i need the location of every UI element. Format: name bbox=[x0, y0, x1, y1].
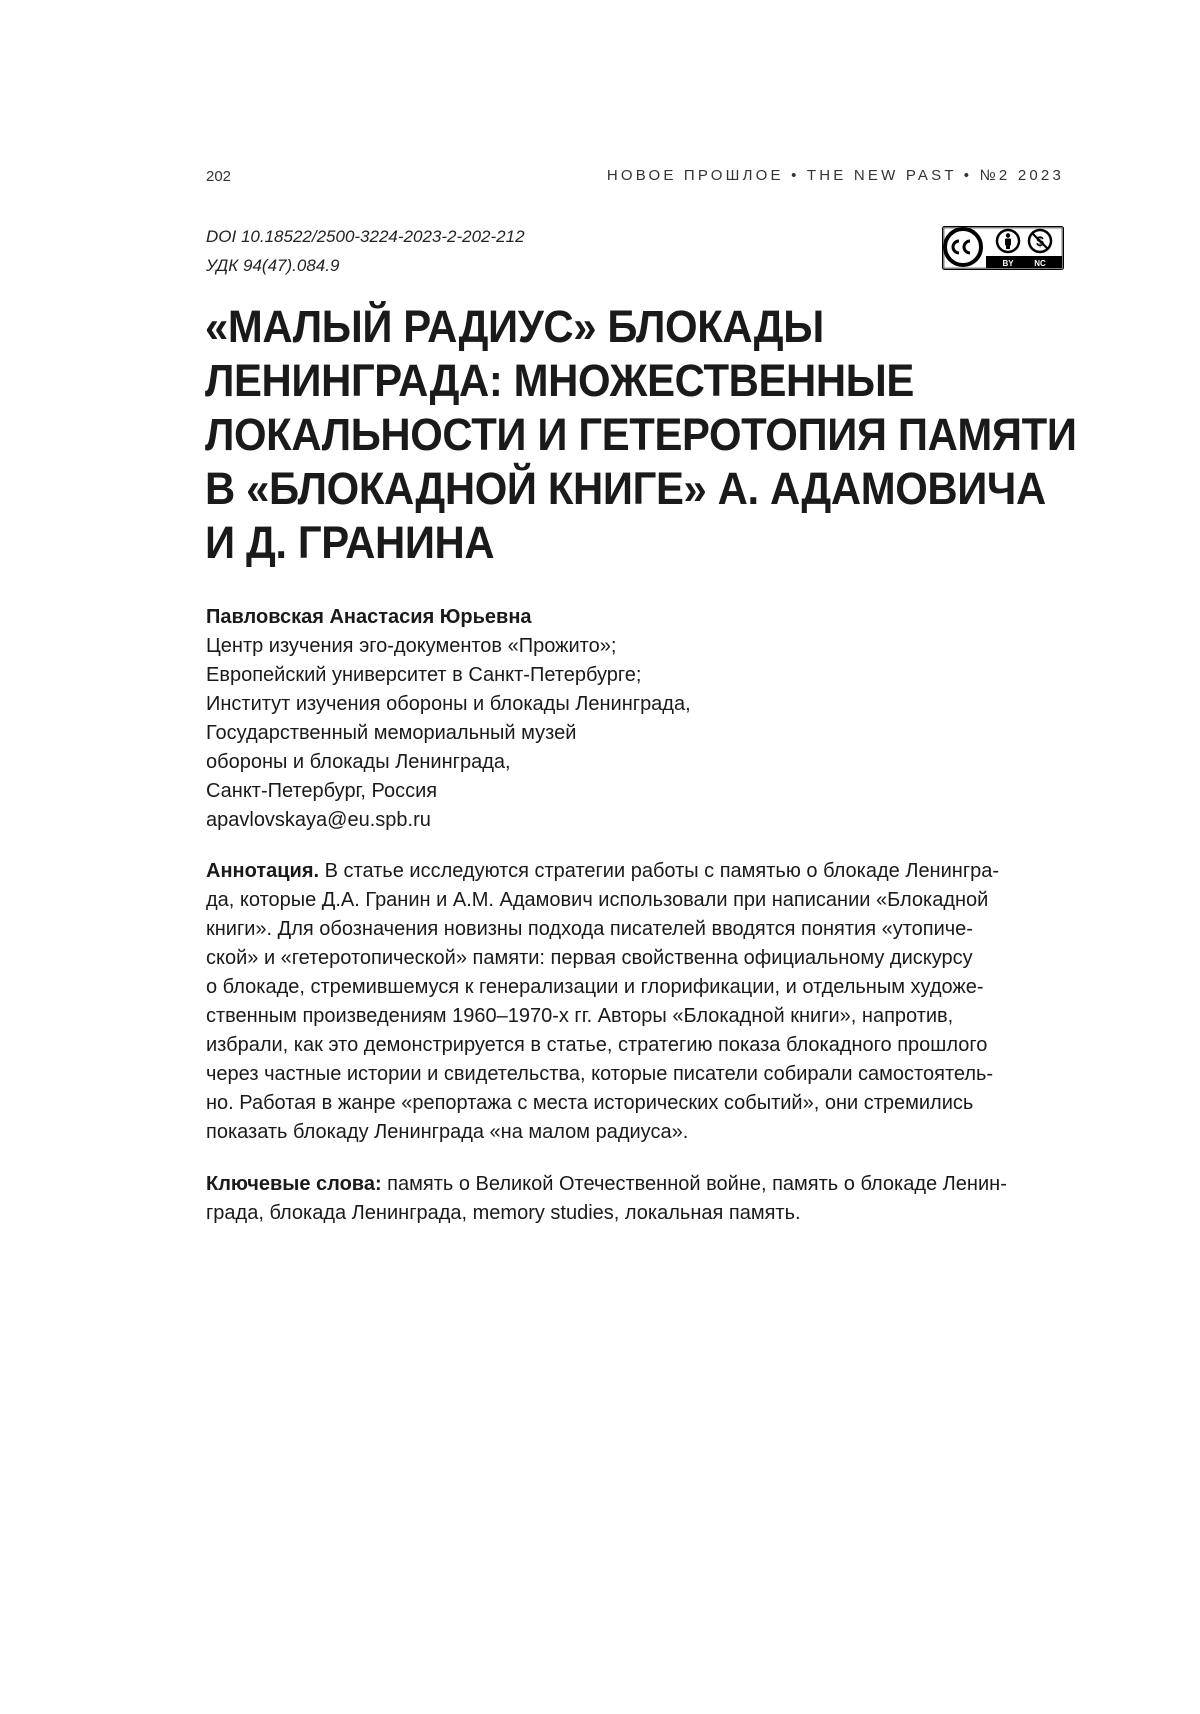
abstract-line: но. Работая в жанре «репортажа с места исторических событий», они стремились bbox=[206, 1089, 1066, 1118]
abstract-line: о блокаде, стремившемуся к генерализации и глорификации, и отдельным художе- bbox=[206, 973, 1066, 1002]
author-email: apavlovskaya@eu.spb.ru bbox=[206, 806, 691, 835]
abstract-label: Аннотация. bbox=[206, 860, 319, 882]
doi-block bbox=[206, 222, 525, 280]
keywords-line: града, блокада Ленинграда, memory studies, локальная память. bbox=[206, 1199, 1066, 1228]
keywords-text: память о Великой Отечественной войне, память о блокаде Ленин- bbox=[382, 1173, 1007, 1195]
title-line: «МАЛЫЙ РАДИУС» БЛОКАДЫ bbox=[205, 300, 1023, 354]
abstract-line: ственным произведениям 1960–1970-х гг. Авторы «Блокадной книги», напротив, bbox=[206, 1002, 1066, 1031]
cc-icon bbox=[945, 229, 981, 265]
abstract-line: через частные истории и свидетельства, которые писатели собирали самостоятель- bbox=[206, 1060, 1066, 1089]
title-line: ЛОКАЛЬНОСТИ И ГЕТЕРОТОПИЯ ПАМЯТИ bbox=[205, 408, 1023, 462]
affiliation-line: обороны и блокады Ленинграда, bbox=[206, 748, 691, 777]
title-line: В «БЛОКАДНОЙ КНИГЕ» А. АДАМОВИЧА bbox=[205, 462, 1023, 516]
title-line: И Д. ГРАНИНА bbox=[205, 516, 1023, 570]
affiliation-line: Институт изучения обороны и блокады Ленинграда, bbox=[206, 690, 691, 719]
affiliation-line: Европейский университет в Санкт-Петербурге; bbox=[206, 661, 691, 690]
abstract-line: книги». Для обозначения новизны подхода писателей вводятся понятия «утопиче- bbox=[206, 915, 1066, 944]
by-label: BY bbox=[1002, 259, 1014, 268]
affiliation-line: Санкт-Петербург, Россия bbox=[206, 777, 691, 806]
abstract-line: ской» и «гетеротопической» памяти: первая свойственна официальному дискурсу bbox=[206, 944, 1066, 973]
title-line: ЛЕНИНГРАДА: МНОЖЕСТВЕННЫЕ bbox=[205, 354, 1023, 408]
by-icon bbox=[997, 230, 1019, 252]
abstract-line: да, которые Д.А. Гранин и А.М. Адамович использовали при написании «Блокадной bbox=[206, 886, 1066, 915]
keywords-line bbox=[206, 1170, 1066, 1199]
abstract-line bbox=[206, 857, 1066, 886]
doi-line: DOI 10.18522/2500-3224-2023-2-202-212 bbox=[206, 222, 525, 251]
nc-label: NC bbox=[1034, 259, 1046, 268]
author-name: Павловская Анастасия Юрьевна bbox=[206, 603, 691, 632]
keywords-label: Ключевые слова: bbox=[206, 1173, 382, 1195]
running-head: НОВОЕ ПРОШЛОЕ • THE NEW PAST • №2 2023 bbox=[607, 167, 1064, 184]
abstract-text: В статье исследуются стратегии работы с памятью о блокаде Ленингра- bbox=[319, 860, 999, 882]
abstract bbox=[206, 857, 1066, 1147]
keywords bbox=[206, 1170, 1066, 1228]
affiliation-line: Государственный мемориальный музей bbox=[206, 719, 691, 748]
abstract-line: показать блокаду Ленинграда «на малом радиуса». bbox=[206, 1118, 1066, 1147]
author-block bbox=[206, 603, 691, 835]
page-number: 202 bbox=[206, 168, 231, 185]
abstract-line: избрали, как это демонстрируется в статье, стратегию показа блокадного прошлого bbox=[206, 1031, 1066, 1060]
udk-line: УДК 94(47).084.9 bbox=[206, 251, 525, 280]
nc-icon bbox=[1029, 230, 1051, 252]
article-title bbox=[205, 300, 1023, 570]
affiliation-line: Центр изучения эго-документов «Прожито»; bbox=[206, 632, 691, 661]
cc-by-nc-license-badge bbox=[942, 226, 1064, 270]
